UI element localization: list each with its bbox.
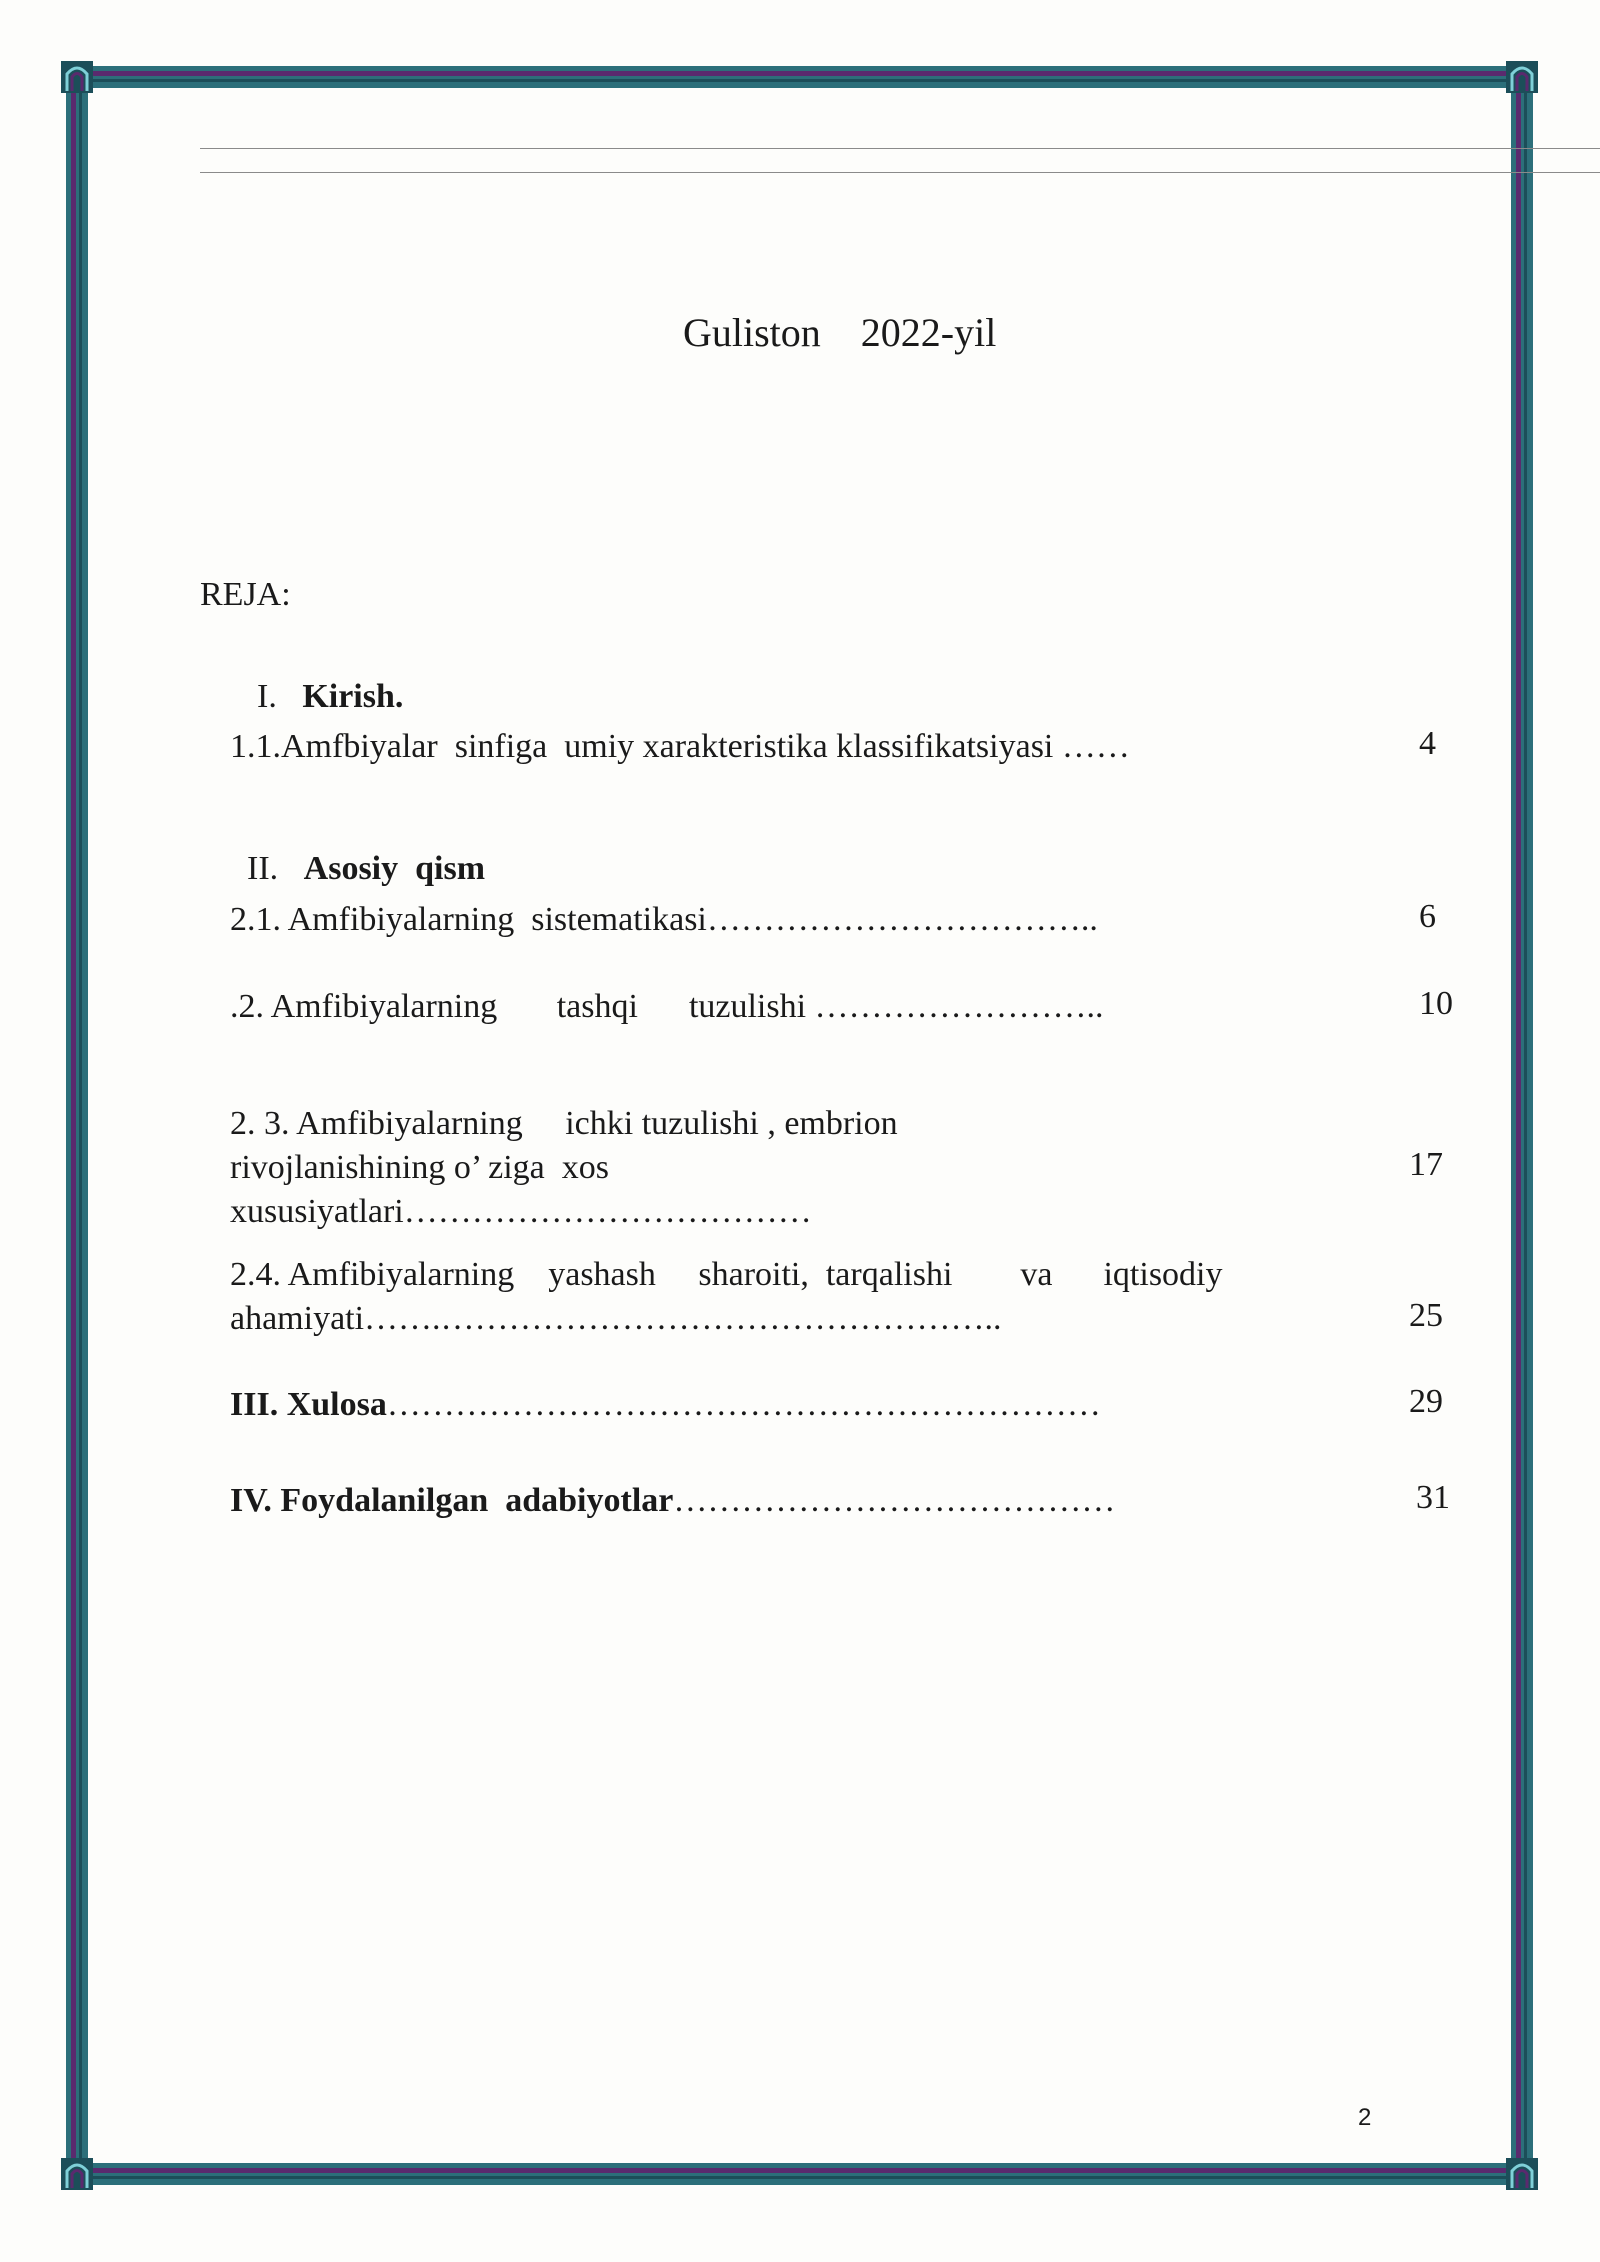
toc-entry	[230, 985, 1104, 1029]
border-corner-ornament	[1505, 2157, 1539, 2191]
toc-entry	[230, 1479, 1115, 1523]
toc-entry	[230, 725, 1130, 769]
toc-entry-leader: ………………………………………………………	[386, 1386, 1101, 1423]
border-top	[66, 66, 1533, 88]
toc-page-number: 29	[1409, 1383, 1443, 1420]
toc-page-number: 6	[1419, 898, 1436, 935]
border-right	[1511, 66, 1533, 2185]
section-title: Asosiy qism	[303, 850, 486, 887]
toc-entry-line: ahamiyati…….…………………………………………..	[230, 1300, 1002, 1337]
toc-entry-title: IV. Foydalanilgan adabiyotlar	[230, 1482, 674, 1519]
plan-heading: REJA:	[200, 576, 291, 613]
toc-entry-text: 1.1.Amfbiyalar sinfiga umiy xarakteristika klassifikatsiyasi ……	[230, 728, 1130, 765]
toc-entry-line: 2. 3. Amfibiyalarning ichki tuzulishi , embrion	[230, 1105, 898, 1142]
border-corner-ornament	[60, 2157, 94, 2191]
toc-entry	[230, 1253, 1223, 1341]
toc-page-number: 4	[1419, 725, 1436, 762]
section-title: Kirish.	[302, 678, 404, 715]
toc-page-number: 17	[1409, 1146, 1443, 1183]
border-corner-ornament	[60, 60, 94, 94]
section-heading-main	[230, 812, 485, 888]
page-number: 2	[1358, 2104, 1372, 2131]
toc-entry-line: 2.4. Amfibiyalarning yashash sharoiti, tarqalishi va iqtisodiy	[230, 1256, 1223, 1293]
toc-entry-line: xususiyatlari………………………………	[230, 1193, 812, 1230]
header-rule	[200, 172, 1600, 173]
toc-entry-line: rivojlanishining o’ ziga xos	[230, 1149, 609, 1186]
border-left	[66, 66, 88, 2185]
toc-entry	[230, 898, 1098, 942]
toc-entry-leader: …………………………………	[673, 1482, 1116, 1519]
border-corner-ornament	[1505, 60, 1539, 94]
toc-entry-title: III. Xulosa	[230, 1386, 387, 1423]
section-heading-intro	[240, 640, 403, 716]
toc-entry-text: 2.1. Amfibiyalarning sistematikasi……………………………..	[230, 901, 1098, 938]
header-rule	[200, 148, 1600, 149]
section-number: II.	[247, 850, 279, 887]
page-title: Guliston 2022-yil	[683, 310, 997, 355]
toc-page-number: 31	[1416, 1479, 1450, 1516]
border-bottom	[66, 2163, 1533, 2185]
toc-entry	[230, 1102, 898, 1234]
toc-page-number: 25	[1409, 1297, 1443, 1334]
toc-page-number: 10	[1419, 985, 1453, 1022]
toc-entry-text: .2. Amfibiyalarning tashqi tuzulishi ……………………..	[230, 988, 1104, 1025]
toc-entry	[230, 1383, 1101, 1427]
section-number: I.	[257, 678, 277, 715]
